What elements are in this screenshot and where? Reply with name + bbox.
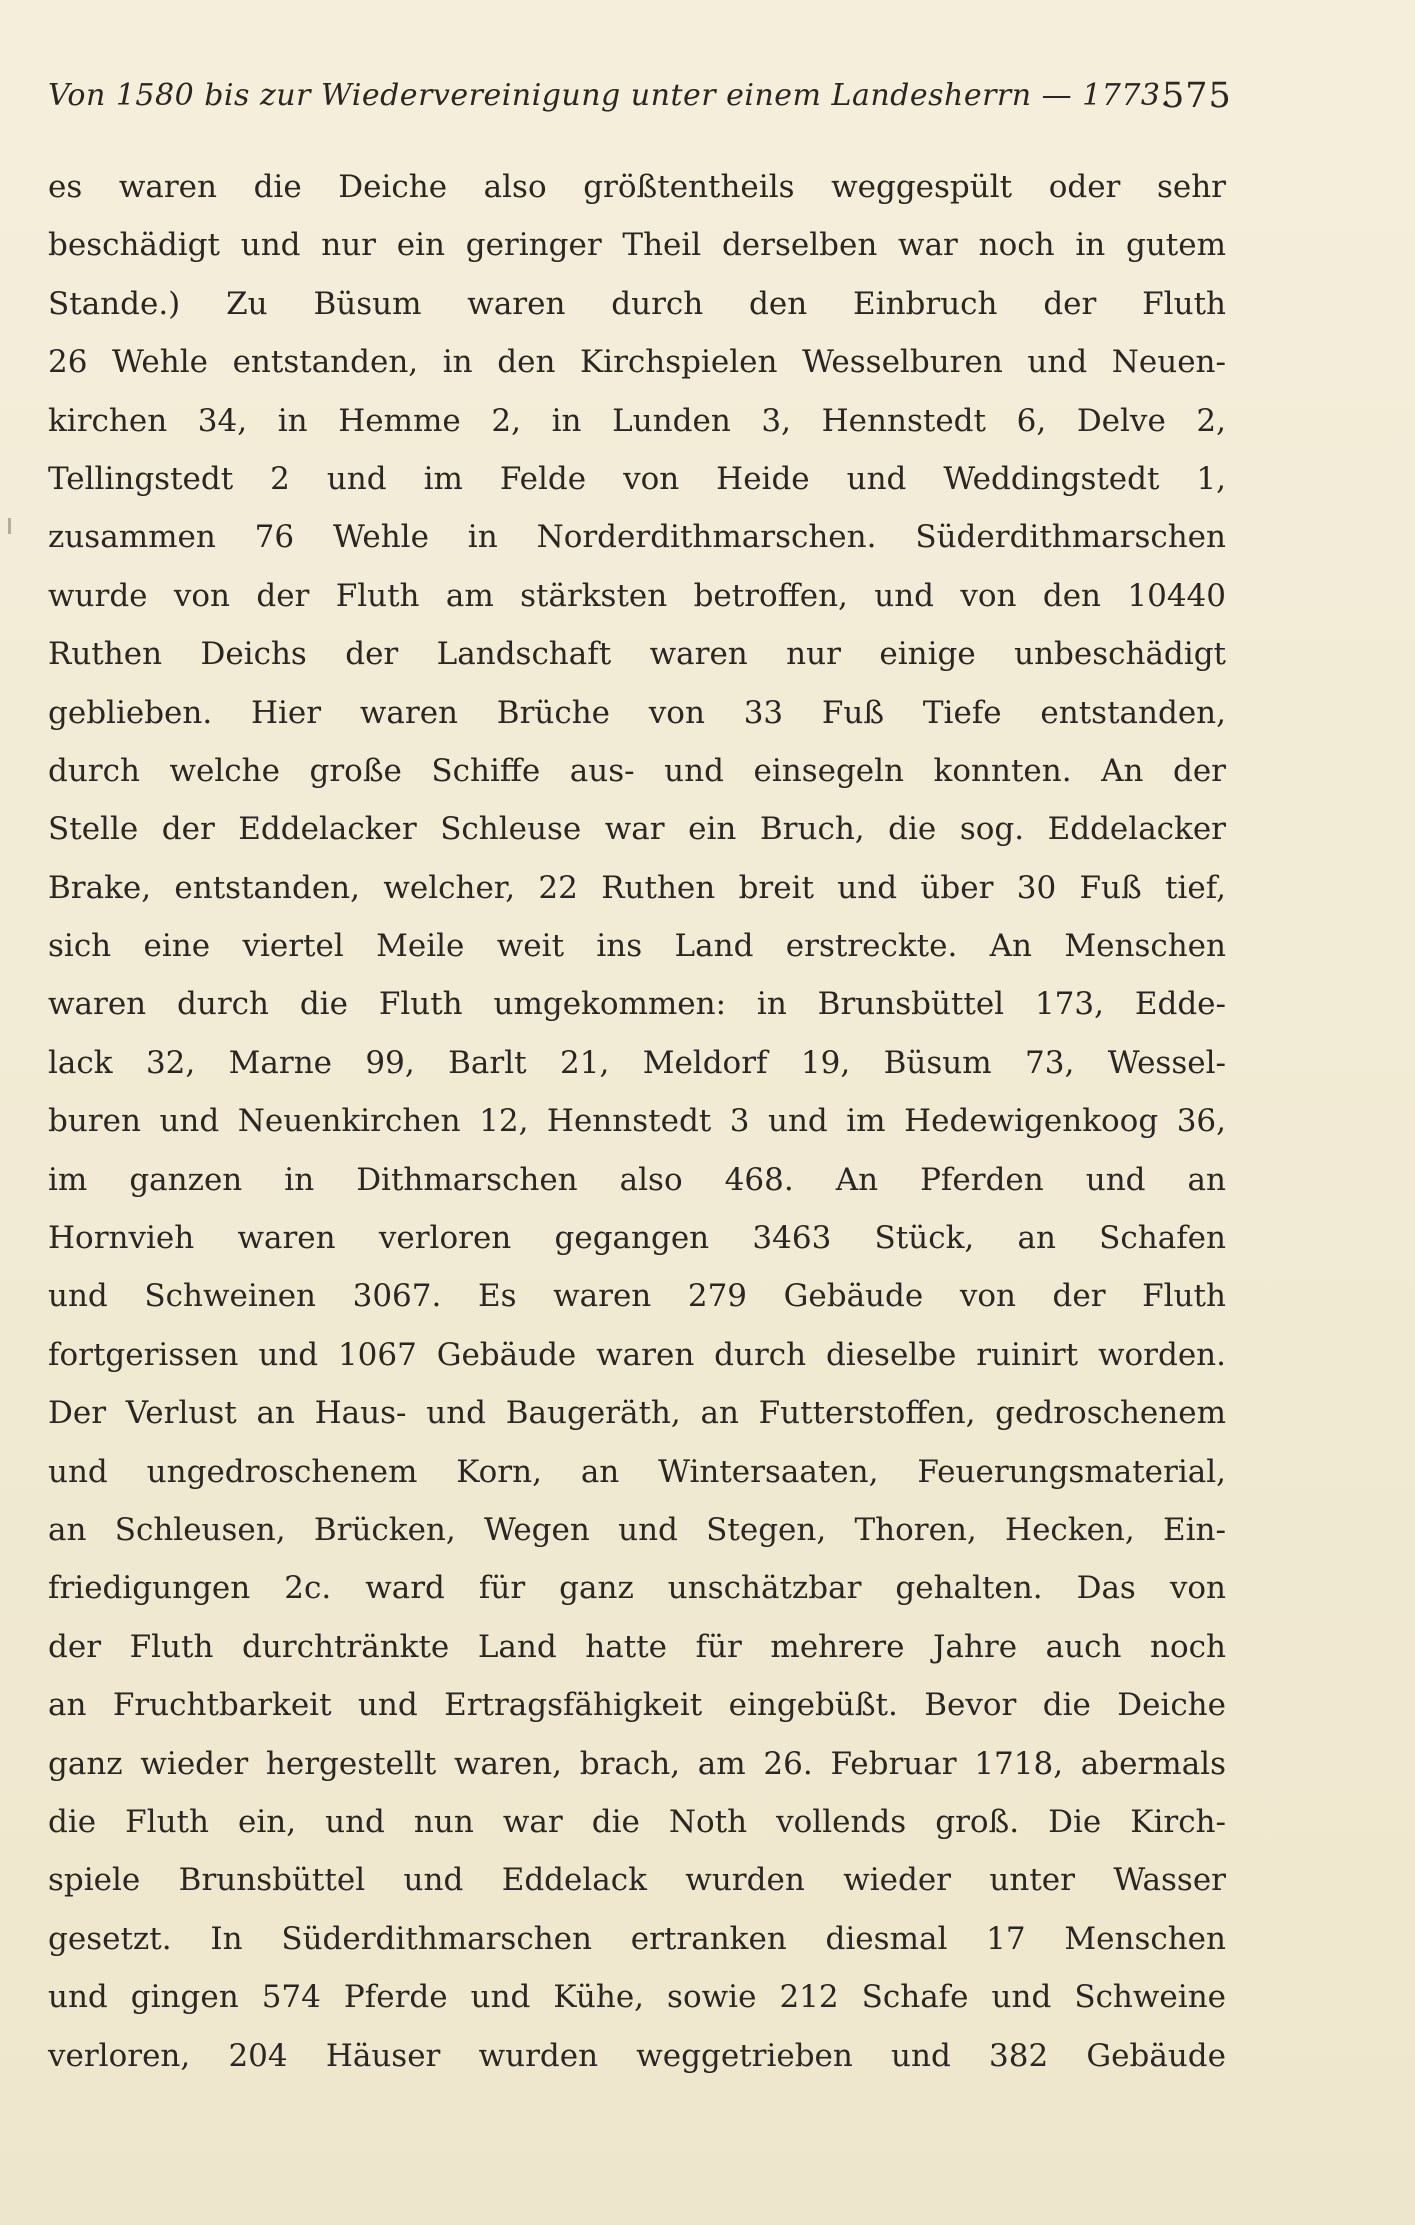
text-line: Brake, entstanden, welcher, 22 Ruthen breit und über 30 Fuß tief, (48, 869, 1226, 906)
text-line: verloren, 204 Häuser wurden weggetrieben und 382 Gebäude (48, 2037, 1226, 2074)
text-line: waren durch die Fluth umgekommen: in Brunsbüttel 173, Edde- (48, 986, 1226, 1023)
text-line: fortgerissen und 1067 Gebäude waren durch dieselbe ruinirt worden. (48, 1336, 1226, 1373)
text-line: lack 32, Marne 99, Barlt 21, Meldorf 19, Büsum 73, Wessel- (48, 1044, 1226, 1081)
text-line: im ganzen in Dithmarschen also 468. An Pferden und an (48, 1161, 1226, 1198)
margin-mark (8, 518, 11, 534)
text-line: Ruthen Deichs der Landschaft waren nur einige unbeschädigt (48, 636, 1226, 673)
body-text (48, 158, 1226, 2085)
text-line: friedigungen 2c. ward für ganz unschätzbar gehalten. Das von (48, 1570, 1226, 1607)
text-line: sich eine viertel Meile weit ins Land erstreckte. An Menschen (48, 928, 1226, 965)
text-line: beschädigt und nur ein geringer Theil derselben war noch in gutem (48, 227, 1226, 264)
page-number: 575 (1162, 76, 1232, 116)
text-line: die Fluth ein, und nun war die Noth vollends groß. Die Kirch- (48, 1803, 1226, 1840)
text-line: 26 Wehle entstanden, in den Kirchspielen Wesselburen und Neuen- (48, 344, 1226, 381)
text-line: an Fruchtbarkeit und Ertragsfähigkeit eingebüßt. Bevor die Deiche (48, 1687, 1226, 1724)
running-header: Von 1580 bis zur Wiedervereinigung unter einem Landesherrn — 1773. (48, 78, 1171, 113)
text-line: an Schleusen, Brücken, Wegen und Stegen, Thoren, Hecken, Ein- (48, 1511, 1226, 1548)
text-line: buren und Neuenkirchen 12, Hennstedt 3 und im Hedewigenkoog 36, (48, 1103, 1226, 1140)
text-line: es waren die Deiche also größtentheils weggespült oder sehr (48, 169, 1226, 205)
text-line: gesetzt. In Süderdithmarschen ertranken diesmal 17 Menschen (48, 1920, 1226, 1957)
text-line: der Fluth durchtränkte Land hatte für mehrere Jahre auch noch (48, 1628, 1226, 1665)
text-line: wurde von der Fluth am stärksten betroffen, und von den 10440 (48, 577, 1226, 614)
text-line: geblieben. Hier waren Brüche von 33 Fuß Tiefe entstanden, (48, 694, 1226, 731)
text-line: durch welche große Schiffe aus- und einsegeln konnten. An der (48, 752, 1226, 789)
text-line: Tellingstedt 2 und im Felde von Heide und Weddingstedt 1, (48, 460, 1226, 497)
text-line: spiele Brunsbüttel und Eddelack wurden wieder unter Wasser (48, 1862, 1226, 1899)
text-line: und Schweinen 3067. Es waren 279 Gebäude von der Fluth (48, 1278, 1226, 1315)
text-line: kirchen 34, in Hemme 2, in Lunden 3, Hennstedt 6, Delve 2, (48, 402, 1226, 439)
text-line: Der Verlust an Haus- und Baugeräth, an Futterstoffen, gedroschenem (48, 1395, 1226, 1432)
text-line: Stande.) Zu Büsum waren durch den Einbruch der Fluth (48, 285, 1226, 322)
text-line: und ungedroschenem Korn, an Wintersaaten, Feuerungsmaterial, (48, 1453, 1226, 1490)
text-line: zusammen 76 Wehle in Norderdithmarschen. Süderdithmarschen (48, 519, 1226, 556)
text-line: und gingen 574 Pferde und Kühe, sowie 212 Schafe und Schweine (48, 1979, 1226, 2016)
text-line: ganz wieder hergestellt waren, brach, am 26. Februar 1718, abermals (48, 1745, 1226, 1782)
text-line: Hornvieh waren verloren gegangen 3463 Stück, an Schafen (48, 1220, 1226, 1257)
text-line: Stelle der Eddelacker Schleuse war ein Bruch, die sog. Eddelacker (48, 811, 1226, 848)
